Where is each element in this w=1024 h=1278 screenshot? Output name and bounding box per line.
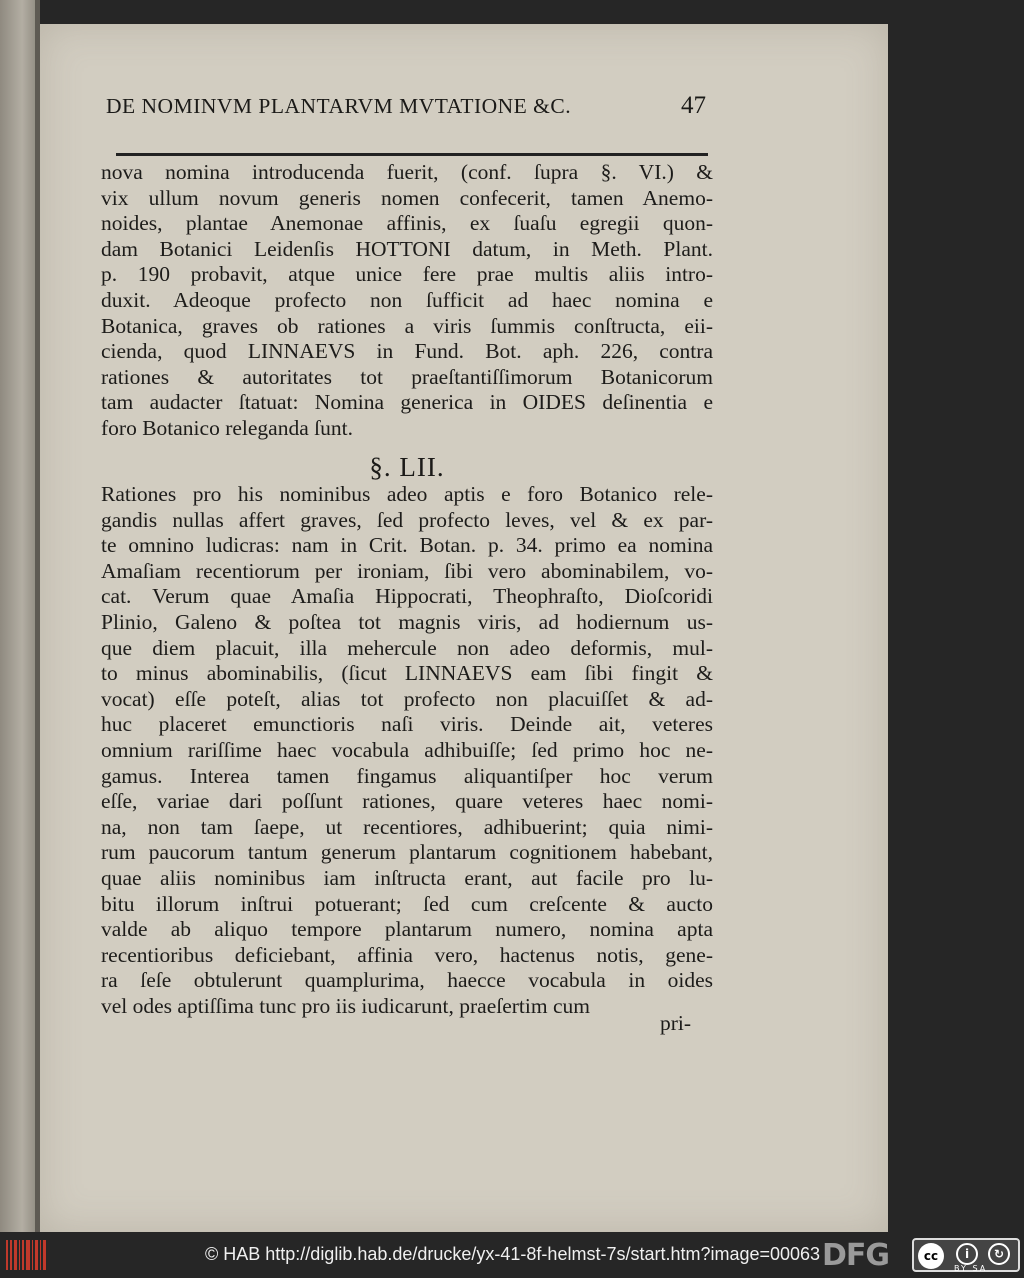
page-number: 47 xyxy=(681,92,706,119)
copyright-link[interactable]: © HAB http://diglib.hab.de/drucke/yx-41-8f-helmst-7s/start.htm?image=00063 xyxy=(205,1244,821,1264)
text-line: ra ſeſe obtulerunt quamplurima, haecce vocabula in oides xyxy=(101,968,713,993)
text-line: bitu illorum inſtrui potuerant; ſed cum creſcente & aucto xyxy=(101,891,713,916)
text-line: te omnino ludicras: nam in Crit. Botan. p. 34. primo ea nomina xyxy=(101,533,713,558)
text-line: recentioribus deficiebant, affinia vero, hactenus notis, gene- xyxy=(101,942,713,967)
text-line: eſſe, variae dari poſſunt rationes, quare veteres haec nomi- xyxy=(101,789,713,814)
cc-icon: cc xyxy=(918,1243,944,1269)
text-line: vel odes aptiſſima tunc pro iis iudicarunt, praeſertim cum xyxy=(101,993,590,1018)
page-header xyxy=(106,90,714,126)
text-line: p. 190 probavit, atque unice fere prae multis aliis intro- xyxy=(101,262,713,287)
catchword: pri- xyxy=(660,1011,692,1035)
running-title: DE NOMINVM PLANTARVM MVTATIONE &C. xyxy=(106,94,572,118)
license-label: BY SA xyxy=(954,1264,988,1273)
text-line: vocat) eſſe poteſt, alias tot profecto non placuiſſet & ad- xyxy=(101,686,713,711)
text-line: dam Botanici Leidenſis HOTTONI datum, in Meth. Plant. xyxy=(101,236,713,261)
text-line: huc placeret emunctioris naſi viris. Deinde ait, veteres xyxy=(101,712,713,737)
text-line: na, non tam ſaepe, ut recentiores, adhibuerint; quia nimi- xyxy=(101,814,713,839)
dfg-logo: DFG xyxy=(822,1238,890,1273)
viewer-footer xyxy=(0,1232,1024,1278)
text-line: omnium rariſſime haec vocabula adhibuiſſe; ſed primo hoc ne- xyxy=(101,737,713,762)
facing-page-edge xyxy=(0,0,40,1232)
hab-logo-icon xyxy=(6,1240,46,1270)
header-rule xyxy=(116,153,708,156)
sa-icon: ↻ xyxy=(988,1243,1010,1265)
text-line: gandis nullas affert graves, ſed profecto leves, vel & ex par- xyxy=(101,507,713,532)
text-line: rationes & autoritates tot praeſtantiſſimorum Botanicorum xyxy=(101,364,713,389)
paragraph-2 xyxy=(101,482,713,1019)
text-line: Botanica, graves ob rationes a viris ſummis conſtructa, eii- xyxy=(101,313,713,338)
text-line: noides, plantae Anemonae affinis, ex ſuaſu egregii quon- xyxy=(101,211,713,236)
paragraph-1 xyxy=(101,160,713,442)
text-line: Amaſiam recentiorum per ironiam, ſibi vero abominabilem, vo- xyxy=(101,558,713,583)
text-line: vix ullum novum generis nomen confecerit, tamen Anemo- xyxy=(101,185,713,210)
text-line: foro Botanico releganda ſunt. xyxy=(101,415,353,440)
text-line: rum paucorum tantum generum plantarum cognitionem habebant, xyxy=(101,840,713,865)
text-line: tam audacter ſtatuat: Nomina generica in OIDES deſinentia e xyxy=(101,390,713,415)
by-icon: i xyxy=(956,1243,978,1265)
text-line: cienda, quod LINNAEVS in Fund. Bot. aph. 226, contra xyxy=(101,339,713,364)
section-heading: §. LII. xyxy=(369,452,445,482)
text-line: duxit. Adeoque profecto non ſufficit ad haec nomina e xyxy=(101,287,713,312)
text-line: quae aliis nominibus iam inſtructa erant, aut facile pro lu- xyxy=(101,865,713,890)
text-line: Plinio, Galeno & poſtea tot magnis viris, ad hodiernum us- xyxy=(101,609,713,634)
cc-license-badge[interactable] xyxy=(912,1238,1020,1272)
text-line: valde ab aliquo tempore plantarum numero, nomina apta xyxy=(101,917,713,942)
text-line: nova nomina introducenda fuerit, (conf. ſupra §. VI.) & xyxy=(101,160,713,184)
text-line: gamus. Interea tamen fingamus aliquantiſper hoc verum xyxy=(101,763,713,788)
text-line: que diem placuit, illa mehercule non adeo deformis, mul- xyxy=(101,635,713,660)
text-line: to minus abominabilis, (ſicut LINNAEVS eam ſibi fingit & xyxy=(101,661,713,686)
text-line: Rationes pro his nominibus adeo aptis e foro Botanico rele- xyxy=(101,482,713,506)
text-line: cat. Verum quae Amaſia Hippocrati, Theophraſto, Dioſcoridi xyxy=(101,584,713,609)
